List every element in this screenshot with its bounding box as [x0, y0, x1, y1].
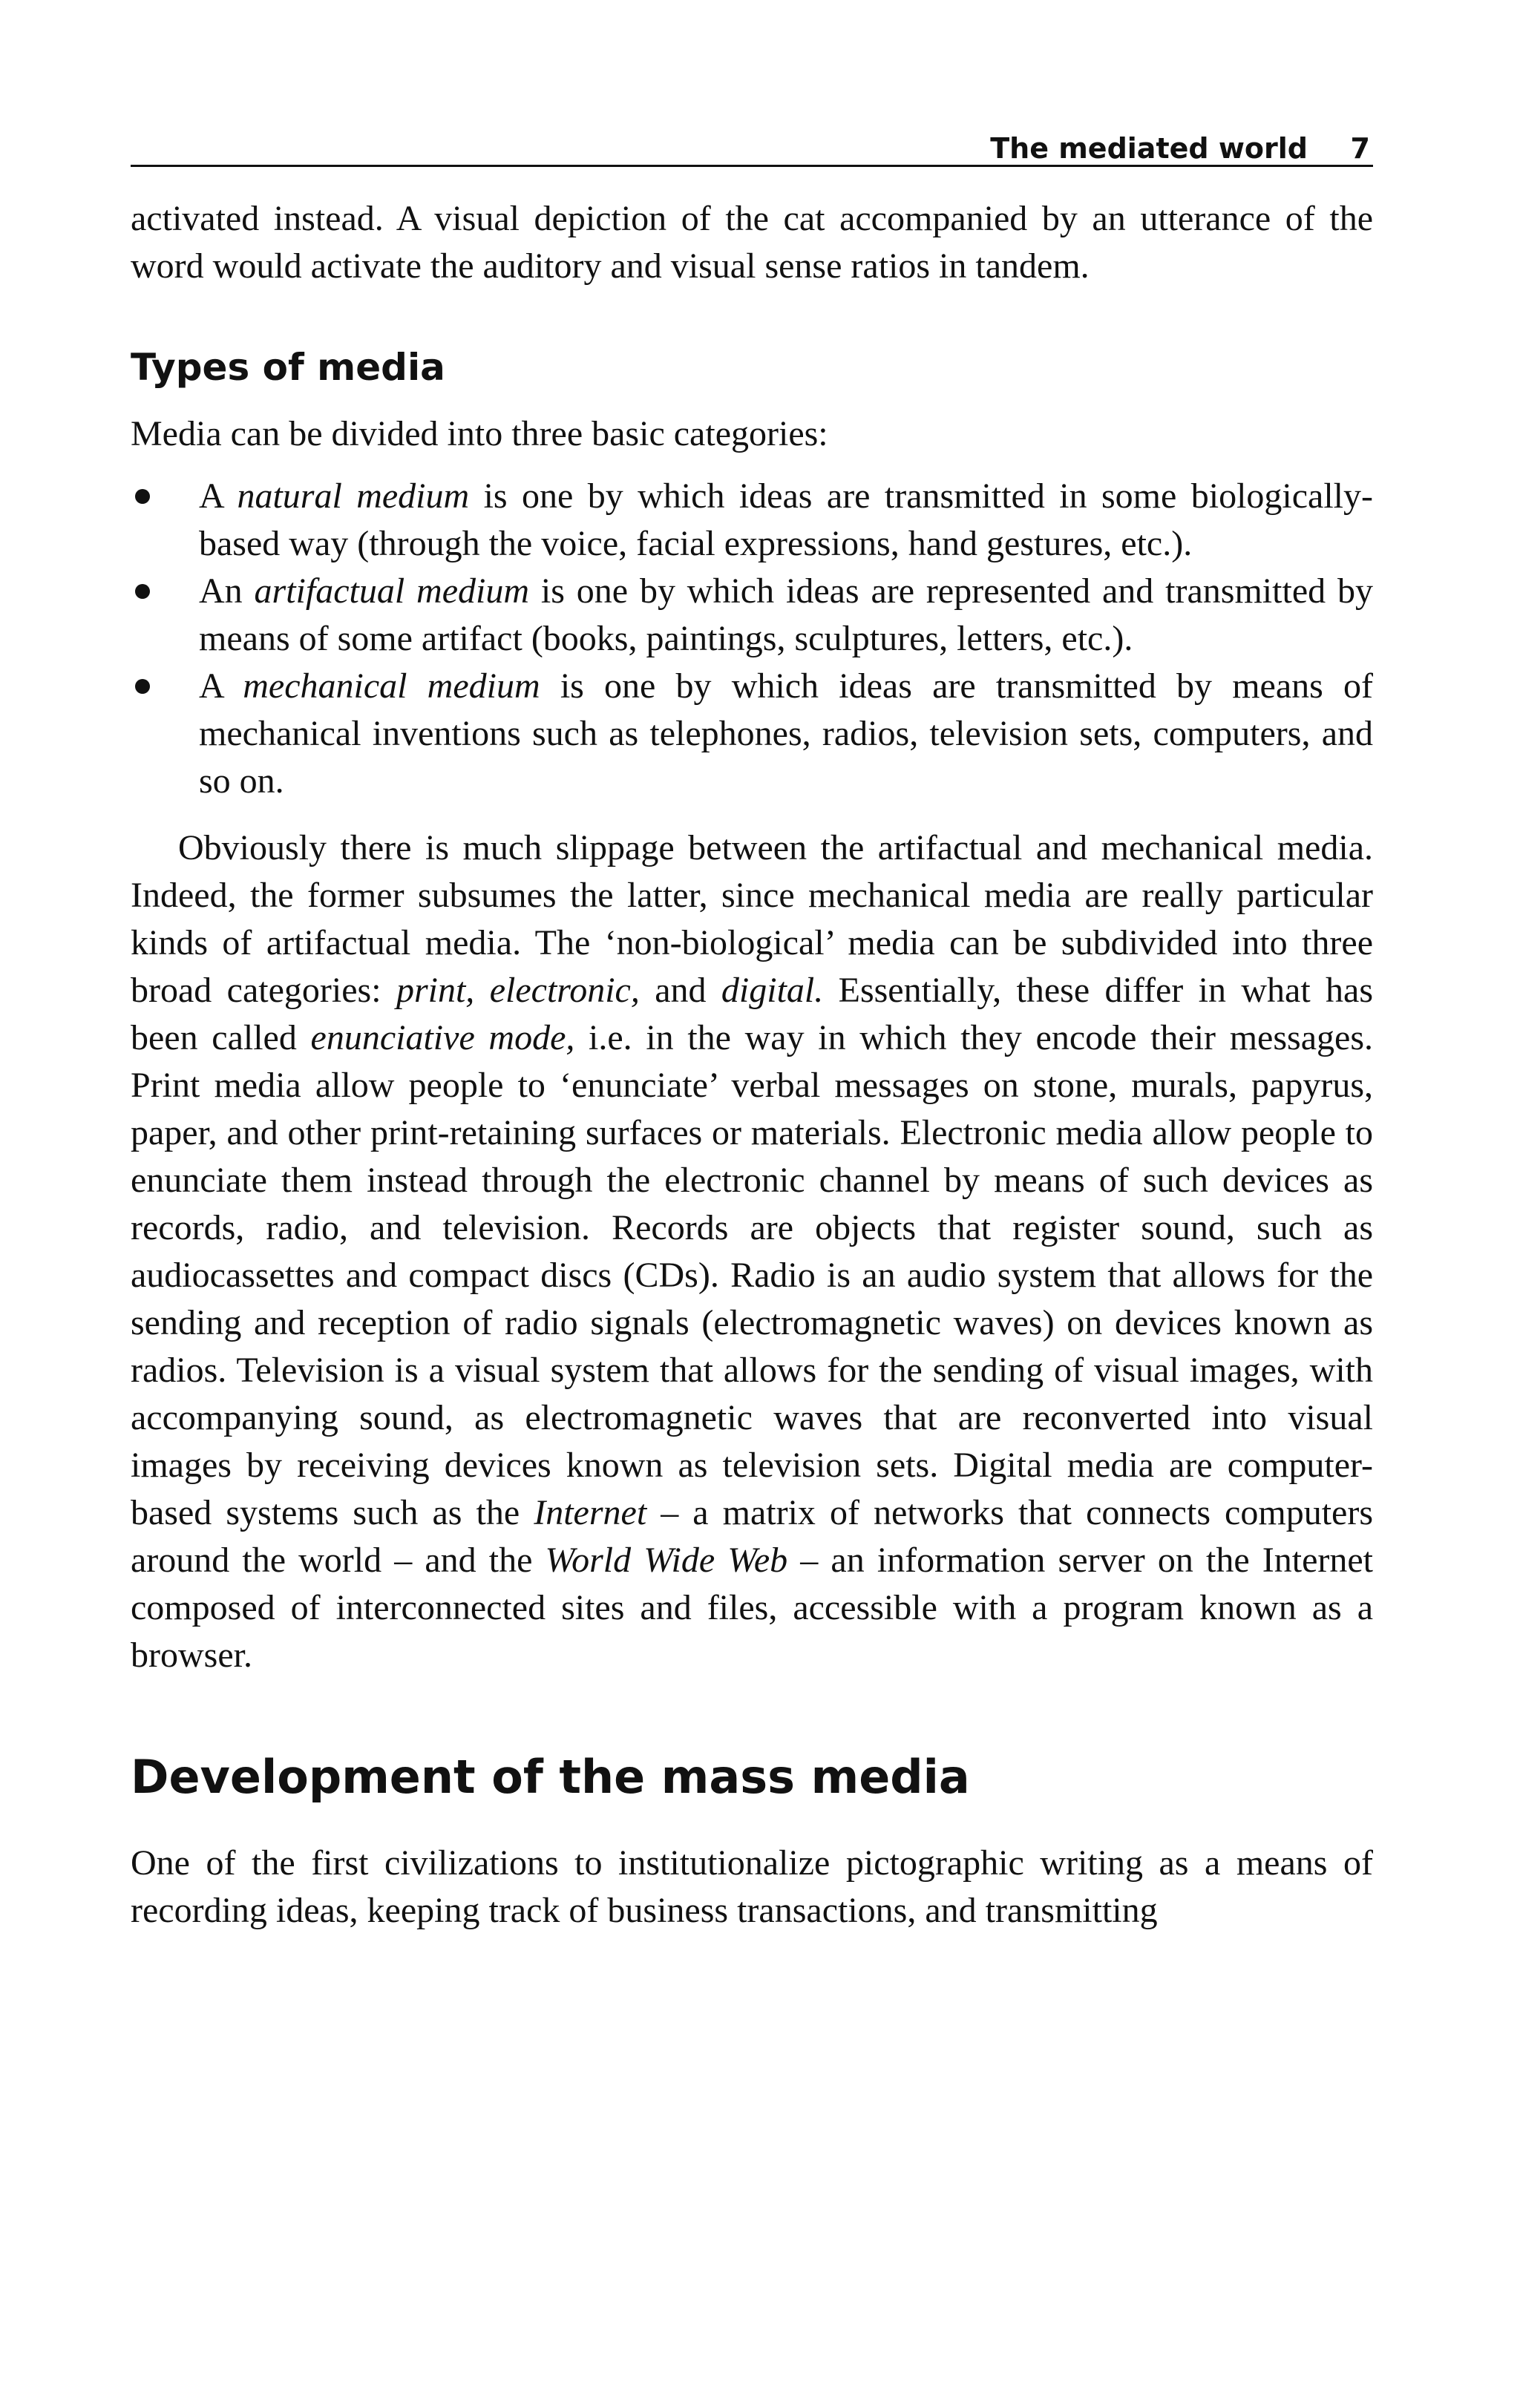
term-electronic: electronic, — [489, 971, 640, 1010]
types-intro: Media can be divided into three basic categories: — [131, 414, 828, 453]
term-internet: Internet — [534, 1493, 647, 1532]
term-natural-medium: natural medium — [237, 476, 470, 516]
running-header — [131, 126, 1373, 167]
page-number: 7 — [1350, 132, 1370, 165]
list-item-artifactual-medium: An artifactual medium is one by which ideas are represented and transmitted by means of some artifact (books, paintings, sculptures, letters, etc.). — [131, 568, 1373, 663]
term-print: print, — [396, 971, 475, 1010]
term-world-wide-web: World Wide Web — [545, 1541, 788, 1580]
development-paragraph: One of the first civilizations to institutionalize pictographic writing as a means of recording ideas, keeping track of business transactions, and transmitting — [131, 1843, 1373, 1930]
term-enunciative-mode: enunciative mode, — [310, 1018, 575, 1057]
bullet-icon — [135, 679, 150, 694]
term-digital: digital. — [721, 971, 824, 1010]
media-types-paragraph: Obviously there is much slippage between the artifactual and mechanical media. Indeed, the former subsumes the latter, since mechanical media are really particular kinds of artifactual media. The ‘non-biological’ media can be subdivided into three broad categories: print, electronic, and digital. Essentially, these differ in what has been called enunciative mode, i.e. in the way in which they encode their messages. Print media allow people to ‘enunciate’ verbal messages on stone, murals, papyrus, paper, and other print-retaining surfaces or materials. Electronic media allow people to enunciate them instead through the electronic channel by means of such devices as records, radio, and television. Records are objects that register sound, such as audiocassettes and compact discs (CDs). Radio is an audio system that allows for the sending and reception of radio signals (electromagnetic waves) on devices known as radios. Television is a visual system that allows for the sending of visual images, with accompanying sound, as electromagnetic waves that are reconverted into visual images by receiving devices known as television sets. Digital media are computer-based systems such as the Internet – a matrix of networks that connects computers around the world – and the World Wide Web – an information server on the Internet composed of interconnected sites and files, accessible with a program known as a browser. — [131, 828, 1374, 1675]
section-heading-development: Development of the mass media — [131, 1750, 970, 1804]
bullet-icon — [135, 489, 150, 504]
book-page — [131, 126, 1373, 1935]
bullet-icon — [135, 584, 150, 599]
list-item-natural-medium: A natural medium is one by which ideas are transmitted in some biologically-based way (through the voice, facial expressions, hand gestures, etc.). — [131, 473, 1373, 568]
running-title: The mediated world — [990, 132, 1308, 165]
continued-paragraph: activated instead. A visual depiction of the cat accompanied by an utterance of the word would activate the auditory and visual sense ratios in tandem. — [131, 199, 1373, 286]
term-mechanical-medium: mechanical medium — [243, 666, 540, 706]
list-item-mechanical-medium: A mechanical medium is one by which ideas are transmitted by means of mechanical inventions such as telephones, radios, television sets, computers, and so on. — [131, 663, 1373, 805]
term-artifactual-medium: artifactual medium — [254, 571, 530, 611]
media-categories-list — [131, 473, 1373, 805]
section-heading-types-of-media: Types of media — [131, 346, 445, 389]
